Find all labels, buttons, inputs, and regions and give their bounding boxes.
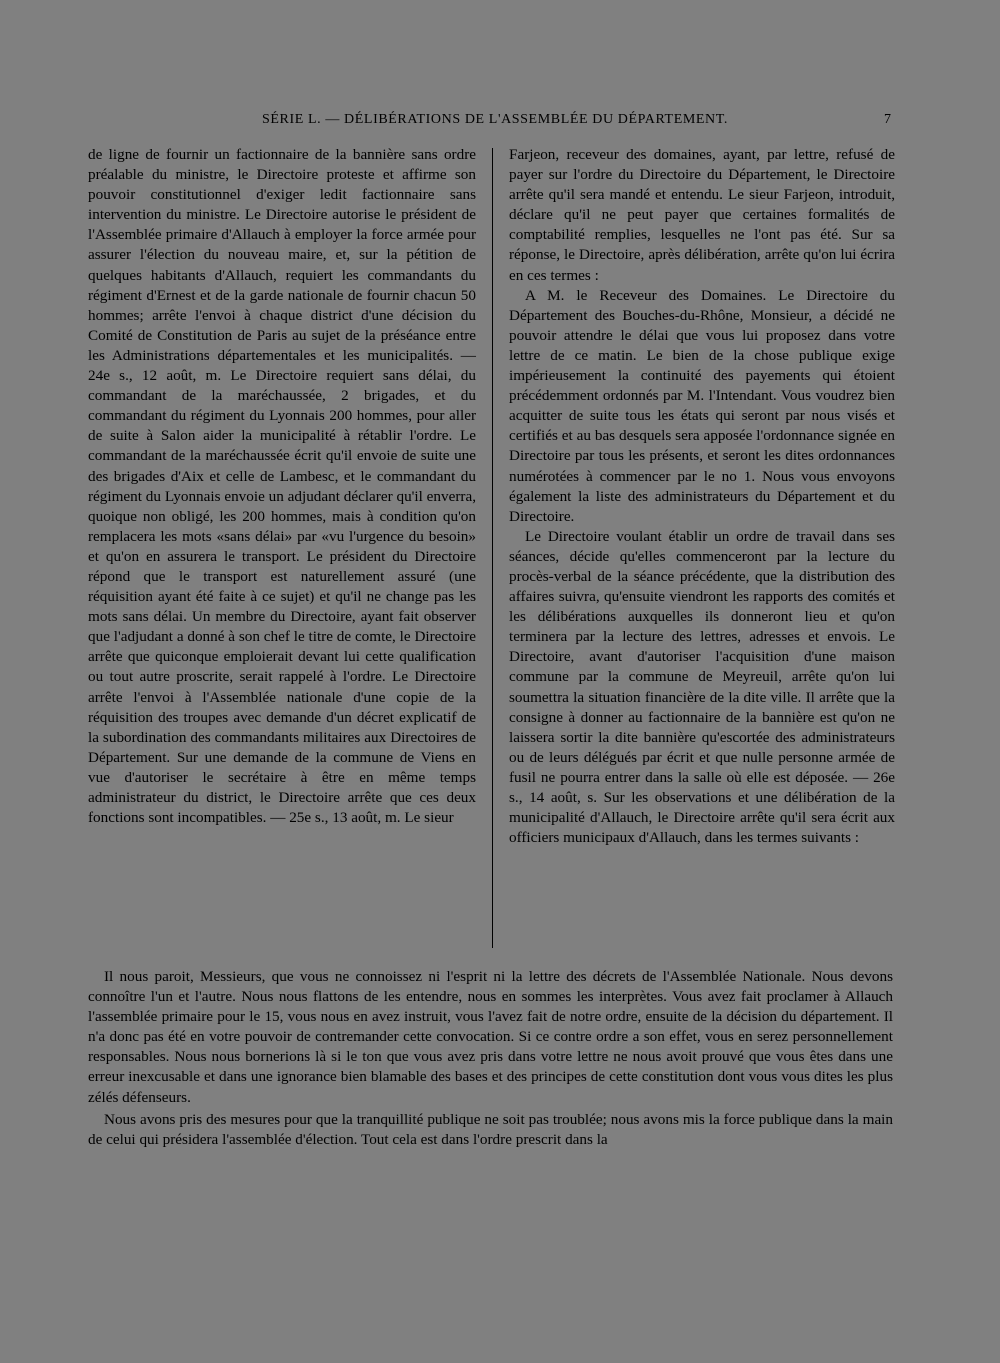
right-column-paragraph-2: A M. le Receveur des Domaines. Le Directoire du Département des Bouches-du-Rhône, Monsieur, a décidé ne pouvoir attendre le délai que vous lui proposez dans votre lettre de ce matin. Le bien de la chose publique exige impérieusement la continuité des payements qui étoient précédemment ordonnés par M. l'Intendant. Vous voudrez bien acquitter de suite tous les états qui seront par nous visés et certifiés et au bas desquels sera apposée l'ordonnance signée en Directoire par tous les présents, et seront les dites ordonnances numérotées à commencer par le no 1. Nous vous envoyons également la liste des administrateurs du Département et du Directoire. (509, 286, 895, 525)
right-column-paragraph-1: Farjeon, receveur des domaines, ayant, par lettre, refusé de payer sur l'ordre du Directoire du Département, le Directoire arrête qu'il sera mandé et entendu. Le sieur Farjeon, introduit, déclare qu'il ne peut payer que certaines formalités de comptabilité remplies, lesquelles ne l'ont pas été. Sur sa réponse, le Directoire, après délibération, arrête qu'on lui écrira en ces termes : (509, 146, 895, 284)
letter-paragraph-2: Nous avons pris des mesures pour que la tranquillité publique ne soit pas troublée; nous avons mis la force publique dans la main de celui qui présidera l'assemblée d'élection. Tout cela est dans l'ordre prescrit dans la (88, 1110, 893, 1148)
page-number: 7 (884, 112, 891, 127)
letter-paragraph-1: Il nous paroit, Messieurs, que vous ne connoissez ni l'esprit ni la lettre des décrets de l'Assemblée Nationale. Nous devons connoître l'un et l'autre. Nous nous flattons de les entendre, nous en sommes les interprètes. Vous avez fait proclamer à Allauch l'assemblée primaire pour le 15, vous nous en avez instruit, vous l'avez fait de notre ordre, ensuite de la décision du département. Il n'a donc pas été en votre pouvoir de contremander cette convocation. Si ce contre ordre a son effet, vous en serez personnellement responsables. Nous nous bornerions là si le ton que vous avez pris dans votre lettre ne nous avoit prouvé que vous êtes dans une erreur inexcusable et dans une ignorance bien blamable des bases et des principes de cette constitution dont vous vous dites les plus zélés défenseurs. (88, 968, 893, 1106)
right-column (509, 145, 895, 848)
running-head: SÉRIE L. — DÉLIBÉRATIONS DE L'ASSEMBLÉE DU DÉPARTEMENT. (262, 112, 728, 127)
left-column (88, 145, 476, 828)
column-divider (492, 148, 493, 948)
right-column-paragraph-3: Le Directoire voulant établir un ordre de travail dans ses séances, décide qu'elles commenceront par la lecture du procès-verbal de la séance précédente, que la distribution des affaires suivra, qu'ensuite viendront les rapports des comités et les délibérations auxquelles ils donneront lieu et qu'on terminera par la lecture des lettres, adresses et envois. Le Directoire, avant d'autoriser l'acquisition d'une maison commune par la commune de Meyreuil, arrête qu'on lui soumettra la situation financière de la dite ville. Il arrête que la consigne à donner au factionnaire de la bannière est qu'on ne laissera sortir la dite bannière qu'escortée des administrateurs ou de leurs délégués par écrit et que nulle personne armée de fusil ne pourra entrer dans la salle où elle est déposée. — 26e s., 14 août, s. Sur les observations et une délibération de la municipalité d'Allauch, le Directoire arrête qu'il sera écrit aux officiers municipaux d'Allauch, dans les termes suivants : (509, 527, 895, 847)
quoted-letter (88, 967, 893, 1150)
left-column-paragraph: de ligne de fournir un factionnaire de la bannière sans ordre préalable du ministre, le Directoire proteste et affirme son pouvoir constitutionnel d'exiger ledit factionnaire sans intervention du ministre. Le Directoire autorise le président de l'Assemblée primaire d'Allauch à employer la force armée pour assurer l'élection du nouveau maire, et, sur la pétition de quelques habitants d'Allauch, requiert les commandants du régiment d'Ernest et de la garde nationale de fournir chacun 50 hommes; arrête l'envoi à chaque district d'une décision du Comité de Constitution de Paris au sujet de la préséance entre les Administrations départementales et les municipalités. — 24e s., 12 août, m. Le Directoire requiert sans délai, du commandant de la maréchaussée, 2 brigades, et du commandant du régiment du Lyonnais 200 hommes, pour aller de suite à Salon aider la municipalité à rétablir l'ordre. Le commandant de la maréchaussée écrit qu'il envoie de suite une des brigades d'Aix et celle de Lambesc, et le commandant du régiment du Lyonnais envoie un adjudant déclarer qu'il enverra, quoique non obligé, les 200 hommes, mais à condition qu'on remplacera les mots «sans délai» par «vu l'urgence du besoin» et qu'on en assurera le transport. Le président du Directoire répond que le transport est naturellement assuré (une réquisition ayant été faite à ce sujet) et qu'il ne change pas les mots sans délai. Un membre du Directoire, ayant fait observer que l'adjudant a donné à son chef le titre de comte, le Directoire arrête que quiconque emploierait devant lui cette qualification ou tout autre proscrite, serait rappelé à l'ordre. Le Directoire arrête l'envoi à l'Assemblée nationale d'une copie de la réquisition des troupes avec demande d'un décret explicatif de la subordination des commandants militaires aux Directoires de Département. Sur une demande de la commune de Viens en vue d'autoriser le secrétaire à être en même temps administrateur du district, le Directoire arrête que ces deux fonctions sont incompatibles. — 25e s., 13 août, m. Le sieur (88, 146, 476, 827)
